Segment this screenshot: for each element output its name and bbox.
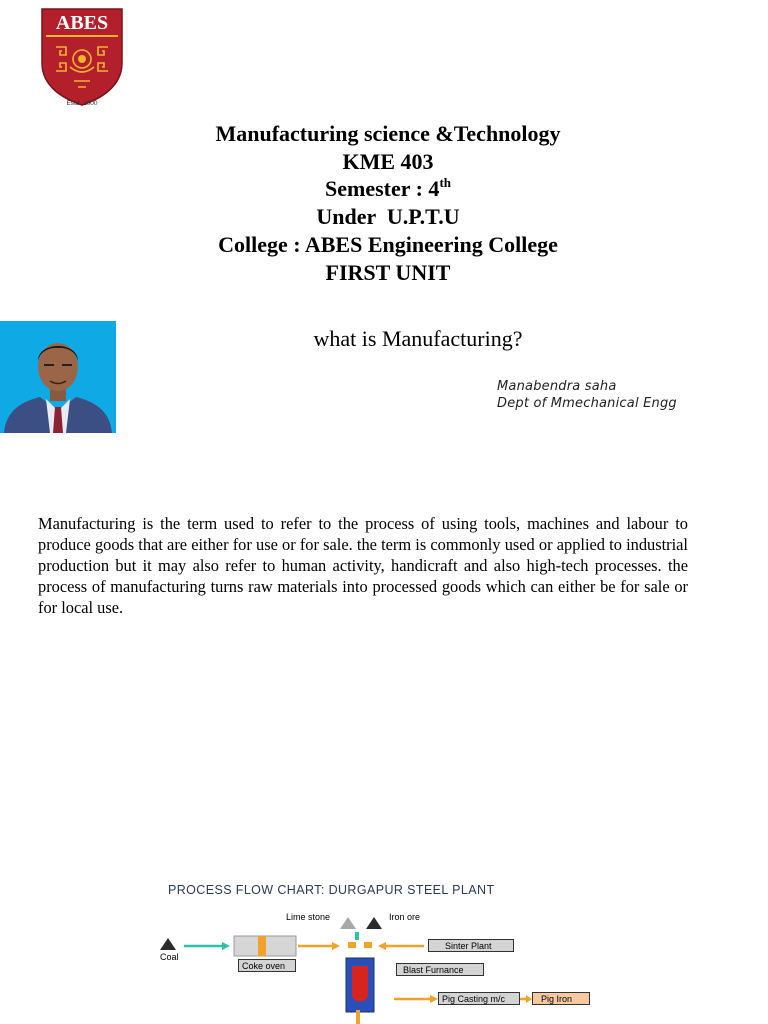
limestone-icon (340, 917, 356, 929)
author-name: Manabendra saha (497, 379, 617, 394)
author-photo (0, 321, 116, 433)
title-block (80, 120, 696, 286)
limestone-label: Lime stone (286, 912, 331, 922)
definition-paragraph: Manufacturing is the term used to refer to the process of using tools, machines and labour to produce goods that are either for use or for sale. the term is commonly used or applied to industrial production but it may also refer to human activity, handicraft and also high-tech processes. the process of manufacturing turns raw materials into processed goods which can either be for sale or for local use. (38, 514, 688, 617)
logo-text: ABES (55, 12, 109, 34)
abes-logo (40, 7, 124, 107)
university-line: Under U.P.T.U (316, 204, 460, 230)
author-department: Dept of Mmechanical Engg (497, 396, 677, 411)
blast-furnace-box: Blast Furnance (396, 963, 484, 976)
pig-casting-box: Pig Casting m/c (438, 992, 520, 1005)
iron-ore-label: Iron ore (389, 912, 421, 922)
course-code: KME 403 (342, 148, 434, 174)
semester-label: Semester : 4 (325, 176, 440, 202)
author-signature (497, 378, 737, 412)
unit-line: FIRST UNIT (325, 259, 451, 285)
logo-established: Estd. 2000 (66, 100, 98, 107)
pig-iron-box: Pig Iron (532, 992, 590, 1005)
college-line: College : ABES Engineering College (218, 231, 558, 257)
semester-suffix: th (439, 175, 451, 191)
coke-oven-box: Coke oven (238, 959, 296, 972)
sinter-plant-box: Sinter Plant (428, 939, 514, 952)
coal-label: Coal (160, 952, 179, 962)
question-heading: what is Manufacturing? (313, 326, 523, 351)
course-title: Manufacturing science &Technology (215, 121, 561, 146)
coal-icon (160, 938, 176, 950)
flowchart-title: PROCESS FLOW CHART: DURGAPUR STEEL PLANT (168, 883, 495, 897)
iron-ore-icon (366, 917, 382, 929)
semester-line (80, 175, 696, 203)
